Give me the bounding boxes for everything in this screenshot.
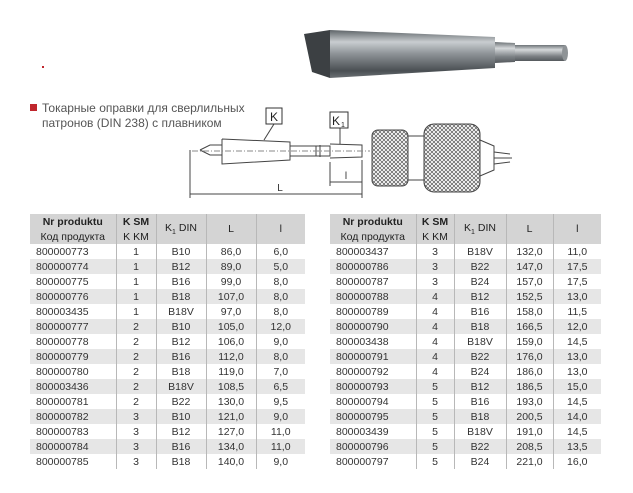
caption-line-2: патронов (DIN 238) с плавником bbox=[42, 116, 222, 130]
cell-k-size: 1 bbox=[116, 244, 156, 259]
table-row bbox=[30, 424, 305, 439]
cell-k-size: 4 bbox=[416, 319, 454, 334]
cell-k1-din: B18 bbox=[454, 319, 506, 334]
cell-product-number: 800000780 bbox=[30, 364, 116, 379]
cell-length-l: 15,0 bbox=[553, 379, 601, 394]
table-row bbox=[330, 319, 601, 334]
cell-k1-din: B18V bbox=[454, 244, 506, 259]
cell-k-size: 3 bbox=[116, 409, 156, 424]
cell-length-L: 159,0 bbox=[506, 334, 553, 349]
table-row bbox=[30, 334, 305, 349]
header-kod-produkta: Код продукта bbox=[30, 229, 116, 244]
cell-length-l: 5,0 bbox=[256, 259, 305, 274]
spec-table-left bbox=[30, 214, 305, 469]
cell-product-number: 800000792 bbox=[330, 364, 416, 379]
cell-length-l: 9,0 bbox=[256, 409, 305, 424]
cell-length-L: 105,0 bbox=[206, 319, 256, 334]
header-k-km: K KM bbox=[116, 229, 156, 244]
cell-k-size: 5 bbox=[416, 439, 454, 454]
header-k-km: K KM bbox=[416, 229, 454, 244]
cell-product-number: 800000782 bbox=[30, 409, 116, 424]
table-row bbox=[330, 379, 601, 394]
table-row bbox=[30, 409, 305, 424]
cell-length-l: 8,0 bbox=[256, 304, 305, 319]
cell-length-L: 200,5 bbox=[506, 409, 553, 424]
cell-k1-din: B12 bbox=[156, 424, 206, 439]
cell-product-number: 800000786 bbox=[330, 259, 416, 274]
header-l: l bbox=[553, 214, 601, 244]
cell-k-size: 4 bbox=[416, 349, 454, 364]
cell-k-size: 3 bbox=[116, 424, 156, 439]
cell-k-size: 3 bbox=[416, 244, 454, 259]
cell-k-size: 2 bbox=[116, 349, 156, 364]
header-k-sm: K SM bbox=[116, 214, 156, 229]
cell-k1-din: B18V bbox=[156, 379, 206, 394]
cell-k-size: 4 bbox=[416, 334, 454, 349]
cell-length-L: 147,0 bbox=[506, 259, 553, 274]
cell-length-L: 158,0 bbox=[506, 304, 553, 319]
cell-product-number: 800003436 bbox=[30, 379, 116, 394]
spec-table-right bbox=[330, 214, 601, 469]
table-row bbox=[330, 454, 601, 469]
cell-k1-din: B18V bbox=[156, 304, 206, 319]
table-row bbox=[30, 349, 305, 364]
cell-k1-din: B22 bbox=[454, 259, 506, 274]
cell-product-number: 800000785 bbox=[30, 454, 116, 469]
cell-length-l: 13,0 bbox=[553, 289, 601, 304]
cell-k-size: 2 bbox=[116, 319, 156, 334]
cell-product-number: 800000797 bbox=[330, 454, 416, 469]
cell-length-L: 140,0 bbox=[206, 454, 256, 469]
cell-length-L: 132,0 bbox=[506, 244, 553, 259]
table-row bbox=[30, 454, 305, 469]
table-row bbox=[30, 394, 305, 409]
cell-k-size: 1 bbox=[116, 289, 156, 304]
cell-k1-din: B18V bbox=[454, 334, 506, 349]
cell-length-L: 121,0 bbox=[206, 409, 256, 424]
cell-k-size: 1 bbox=[116, 259, 156, 274]
header-kod-produkta: Код продукта bbox=[330, 229, 416, 244]
dimension-L-label: L bbox=[277, 183, 283, 194]
header-k1-din: $K_1$ DIN bbox=[454, 214, 506, 244]
table-row bbox=[30, 439, 305, 454]
cell-k-size: 4 bbox=[416, 289, 454, 304]
cell-length-L: 221,0 bbox=[506, 454, 553, 469]
header-nr-produktu: Nr produktu bbox=[330, 214, 416, 229]
cell-k-size: 5 bbox=[416, 454, 454, 469]
cell-k1-din: B12 bbox=[454, 289, 506, 304]
cell-k-size: 3 bbox=[416, 274, 454, 289]
cell-length-L: 89,0 bbox=[206, 259, 256, 274]
cell-product-number: 800000787 bbox=[330, 274, 416, 289]
cell-length-l: 17,5 bbox=[553, 259, 601, 274]
table-body-right bbox=[330, 244, 601, 469]
cell-k1-din: B18V bbox=[454, 424, 506, 439]
cell-k1-din: B18 bbox=[156, 454, 206, 469]
cell-length-L: 127,0 bbox=[206, 424, 256, 439]
header-l: l bbox=[256, 214, 305, 244]
table-row bbox=[330, 274, 601, 289]
cell-k-size: 2 bbox=[116, 364, 156, 379]
cell-k1-din: B10 bbox=[156, 244, 206, 259]
cell-length-l: 14,5 bbox=[553, 334, 601, 349]
table-row bbox=[30, 304, 305, 319]
cell-k1-din: B22 bbox=[454, 439, 506, 454]
cell-k1-din: B18 bbox=[156, 289, 206, 304]
cell-k1-din: B24 bbox=[454, 454, 506, 469]
cell-length-l: 13,5 bbox=[553, 439, 601, 454]
table-row bbox=[330, 364, 601, 379]
cell-k-size: 4 bbox=[416, 304, 454, 319]
cell-length-L: 86,0 bbox=[206, 244, 256, 259]
cell-k1-din: B18 bbox=[454, 409, 506, 424]
cell-k-size: 5 bbox=[416, 424, 454, 439]
header-L: L bbox=[206, 214, 256, 244]
cell-length-L: 157,0 bbox=[506, 274, 553, 289]
cell-length-l: 11,0 bbox=[553, 244, 601, 259]
cell-length-L: 119,0 bbox=[206, 364, 256, 379]
header-nr-produktu: Nr produktu bbox=[30, 214, 116, 229]
cell-length-l: 13,0 bbox=[553, 349, 601, 364]
red-dot bbox=[42, 66, 44, 68]
cell-length-l: 14,5 bbox=[553, 394, 601, 409]
cell-product-number: 800000776 bbox=[30, 289, 116, 304]
cell-k1-din: B10 bbox=[156, 319, 206, 334]
cell-product-number: 800000794 bbox=[330, 394, 416, 409]
cell-k-size: 1 bbox=[116, 274, 156, 289]
cell-k-size: 3 bbox=[116, 454, 156, 469]
cell-length-L: 107,0 bbox=[206, 289, 256, 304]
cell-product-number: 800000777 bbox=[30, 319, 116, 334]
cell-length-l: 9,0 bbox=[256, 454, 305, 469]
cell-length-L: 130,0 bbox=[206, 394, 256, 409]
table-row bbox=[330, 334, 601, 349]
cell-length-l: 11,0 bbox=[256, 424, 305, 439]
cell-length-l: 8,0 bbox=[256, 349, 305, 364]
cell-k1-din: B10 bbox=[156, 409, 206, 424]
cell-product-number: 800000779 bbox=[30, 349, 116, 364]
table-row bbox=[30, 244, 305, 259]
cell-k-size: 4 bbox=[416, 364, 454, 379]
cell-length-l: 11,0 bbox=[256, 439, 305, 454]
cell-product-number: 800000775 bbox=[30, 274, 116, 289]
cell-length-l: 8,0 bbox=[256, 274, 305, 289]
cell-length-L: 134,0 bbox=[206, 439, 256, 454]
cell-k1-din: B24 bbox=[454, 274, 506, 289]
cell-length-L: 191,0 bbox=[506, 424, 553, 439]
cell-k-size: 2 bbox=[116, 394, 156, 409]
cell-product-number: 800003437 bbox=[330, 244, 416, 259]
cell-product-number: 800000773 bbox=[30, 244, 116, 259]
header-k-sm: K SM bbox=[416, 214, 454, 229]
cell-length-l: 7,0 bbox=[256, 364, 305, 379]
cell-length-l: 6,5 bbox=[256, 379, 305, 394]
cell-product-number: 800000788 bbox=[330, 289, 416, 304]
header-L: L bbox=[506, 214, 553, 244]
cell-length-l: 16,0 bbox=[553, 454, 601, 469]
bullet-icon bbox=[30, 104, 37, 111]
table-row bbox=[330, 409, 601, 424]
cell-length-l: 13,0 bbox=[553, 364, 601, 379]
cell-product-number: 800000796 bbox=[330, 439, 416, 454]
cell-product-number: 800000783 bbox=[30, 424, 116, 439]
table-row bbox=[30, 259, 305, 274]
table-row bbox=[330, 304, 601, 319]
drill-chuck-drawing bbox=[362, 118, 522, 198]
cell-length-L: 99,0 bbox=[206, 274, 256, 289]
cell-length-L: 176,0 bbox=[506, 349, 553, 364]
cell-length-L: 152,5 bbox=[506, 289, 553, 304]
cell-k-size: 5 bbox=[416, 409, 454, 424]
cell-length-l: 12,0 bbox=[553, 319, 601, 334]
table-row bbox=[330, 259, 601, 274]
cell-k1-din: B12 bbox=[156, 259, 206, 274]
table-row bbox=[30, 319, 305, 334]
table-row bbox=[330, 439, 601, 454]
cell-product-number: 800000789 bbox=[330, 304, 416, 319]
arbor-photo bbox=[290, 8, 590, 86]
cell-k1-din: B24 bbox=[454, 364, 506, 379]
cell-length-l: 14,0 bbox=[553, 409, 601, 424]
cell-k1-din: B16 bbox=[156, 439, 206, 454]
cell-k1-din: B18 bbox=[156, 364, 206, 379]
cell-length-L: 112,0 bbox=[206, 349, 256, 364]
table-row bbox=[30, 289, 305, 304]
cell-product-number: 800000791 bbox=[330, 349, 416, 364]
cell-length-L: 193,0 bbox=[506, 394, 553, 409]
table-row bbox=[330, 289, 601, 304]
cell-product-number: 800000790 bbox=[330, 319, 416, 334]
table-row bbox=[330, 244, 601, 259]
cell-length-l: 14,5 bbox=[553, 424, 601, 439]
cell-length-l: 12,0 bbox=[256, 319, 305, 334]
cell-product-number: 800000793 bbox=[330, 379, 416, 394]
dimension-l-label: l bbox=[344, 171, 348, 182]
table-row bbox=[330, 394, 601, 409]
cell-product-number: 800003438 bbox=[330, 334, 416, 349]
cell-length-L: 186,5 bbox=[506, 379, 553, 394]
k-label: K bbox=[269, 110, 279, 124]
cell-length-L: 108,5 bbox=[206, 379, 256, 394]
table-row bbox=[30, 274, 305, 289]
cell-k1-din: B16 bbox=[454, 394, 506, 409]
cell-k-size: 5 bbox=[416, 379, 454, 394]
cell-k-size: 5 bbox=[416, 394, 454, 409]
cell-length-l: 11,5 bbox=[553, 304, 601, 319]
cell-length-L: 166,5 bbox=[506, 319, 553, 334]
cell-k-size: 3 bbox=[116, 439, 156, 454]
table-row bbox=[30, 364, 305, 379]
cell-length-l: 8,0 bbox=[256, 289, 305, 304]
cell-k-size: 1 bbox=[116, 304, 156, 319]
cell-k1-din: B16 bbox=[454, 304, 506, 319]
cell-length-L: 106,0 bbox=[206, 334, 256, 349]
cell-length-l: 17,5 bbox=[553, 274, 601, 289]
cell-k1-din: B22 bbox=[156, 394, 206, 409]
caption-line-1: Токарные оправки для сверлильных bbox=[42, 101, 245, 115]
cell-product-number: 800003439 bbox=[330, 424, 416, 439]
cell-k1-din: B12 bbox=[156, 334, 206, 349]
cell-length-l: 9,5 bbox=[256, 394, 305, 409]
cell-k1-din: B12 bbox=[454, 379, 506, 394]
cell-length-L: 97,0 bbox=[206, 304, 256, 319]
cell-k1-din: B16 bbox=[156, 349, 206, 364]
cell-product-number: 800000795 bbox=[330, 409, 416, 424]
cell-k-size: 2 bbox=[116, 334, 156, 349]
cell-length-l: 6,0 bbox=[256, 244, 305, 259]
k1-label-sub: 1 bbox=[341, 122, 345, 129]
table-row bbox=[330, 424, 601, 439]
cell-product-number: 800003435 bbox=[30, 304, 116, 319]
cell-product-number: 800000781 bbox=[30, 394, 116, 409]
table-row bbox=[330, 349, 601, 364]
header-k1-din: $K_1$ DIN bbox=[156, 214, 206, 244]
cell-k-size: 2 bbox=[116, 379, 156, 394]
table-row bbox=[30, 379, 305, 394]
cell-product-number: 800000774 bbox=[30, 259, 116, 274]
cell-length-L: 208,5 bbox=[506, 439, 553, 454]
cell-length-L: 186,0 bbox=[506, 364, 553, 379]
cell-length-l: 9,0 bbox=[256, 334, 305, 349]
cell-k-size: 3 bbox=[416, 259, 454, 274]
cell-product-number: 800000784 bbox=[30, 439, 116, 454]
k1-label: K bbox=[331, 114, 341, 128]
cell-k1-din: B22 bbox=[454, 349, 506, 364]
cell-product-number: 800000778 bbox=[30, 334, 116, 349]
table-body-left bbox=[30, 244, 305, 469]
cell-k1-din: B16 bbox=[156, 274, 206, 289]
